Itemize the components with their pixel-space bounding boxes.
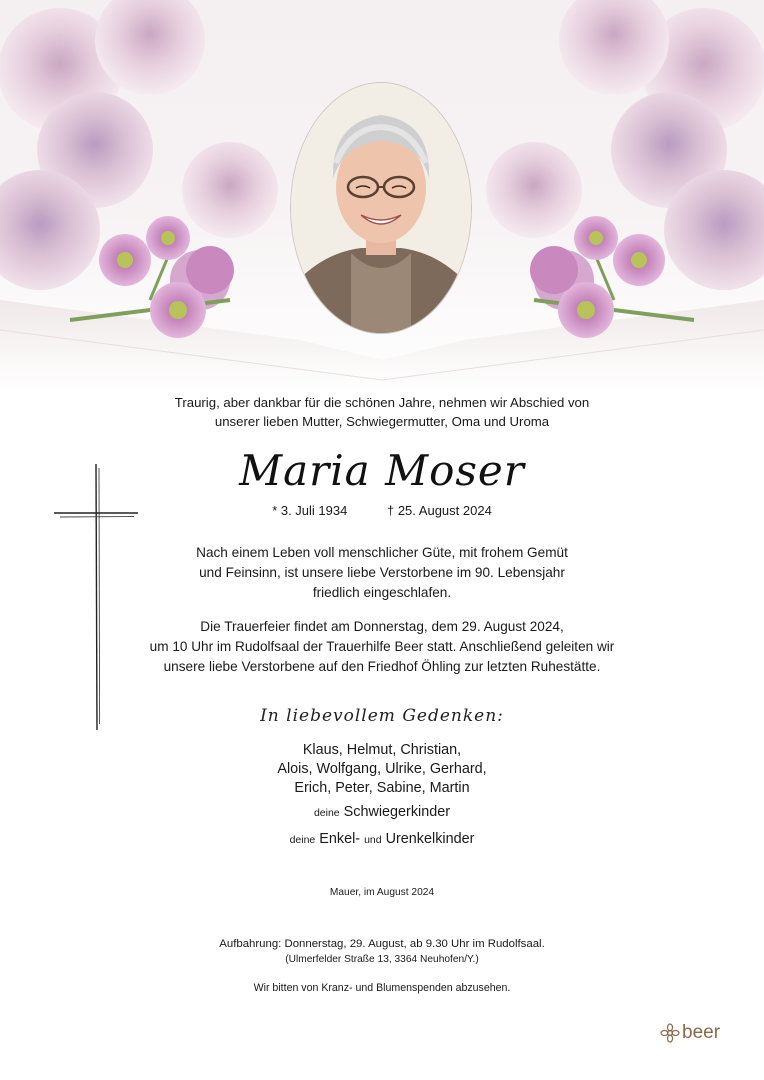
mourners-list [0,741,764,798]
viewing-line: Aufbahrung: Donnerstag, 29. August, ab 9.30 Uhr im Rudolfsaal. [219,938,545,950]
logo-text: beer [682,1022,721,1043]
donation-request: Wir bitten von Kranz- und Blumenspenden abzusehen. [253,982,511,994]
birth-date: * 3. Juli 1934 [272,503,348,518]
relation-prefix: deine [289,834,316,846]
in-laws-line [0,804,764,820]
viewing-address: (Ulmerfelder Straße 13, 3364 Neuhofen/Y.) [285,954,479,965]
intro-line: Traurig, aber dankbar für die schönen Jahre, nehmen wir Abschied von [174,395,590,410]
life-dates [0,503,764,518]
relation-label: Schwiegerkinder [343,804,451,820]
bio-line: Nach einem Leben voll menschlicher Güte, mit frohem Gemüt [196,545,568,560]
intro-line: unserer lieben Mutter, Schwiegermutter, Oma und Uroma [214,414,550,429]
viewing-info [0,937,764,967]
mourner-line: Alois, Wolfgang, Ulrike, Gerhard, [277,761,487,777]
deceased-name: Maria Moser [239,446,525,495]
beer-logo [660,1022,720,1044]
mourner-line: Klaus, Helmut, Christian, [302,742,462,758]
portrait-illustration [291,83,471,333]
mourner-line: Erich, Peter, Sabine, Martin [294,780,470,796]
grandchildren-line [0,831,764,847]
biography-text [0,543,764,603]
relation-connector: und [364,834,382,846]
funeral-service-text [0,617,764,677]
intro-text [0,393,764,431]
flower-ornament-icon [660,1023,680,1043]
service-line: unsere liebe Verstorbene auf den Friedhof Öhling zur letzten Ruhestätte. [163,659,601,674]
bio-line: friedlich eingeschlafen. [312,585,452,600]
memory-heading: In liebevollem Gedenken: [260,706,504,726]
relation-prefix: deine [313,807,340,819]
service-line: Die Trauerfeier findet am Donnerstag, dem 29. August 2024, [200,619,564,634]
relation-label: Urenkelkinder [385,831,475,847]
death-date: † 25. August 2024 [386,503,492,518]
place-date: Mauer, im August 2024 [329,887,435,898]
relation-label: Enkel- [319,831,361,847]
service-line: um 10 Uhr im Rudolfsaal der Trauerhilfe Beer statt. Anschließend geleiten wir [149,639,615,654]
bio-line: und Feinsinn, ist unsere liebe Verstorbene im 90. Lebensjahr [199,565,565,580]
portrait-photo [290,82,472,334]
